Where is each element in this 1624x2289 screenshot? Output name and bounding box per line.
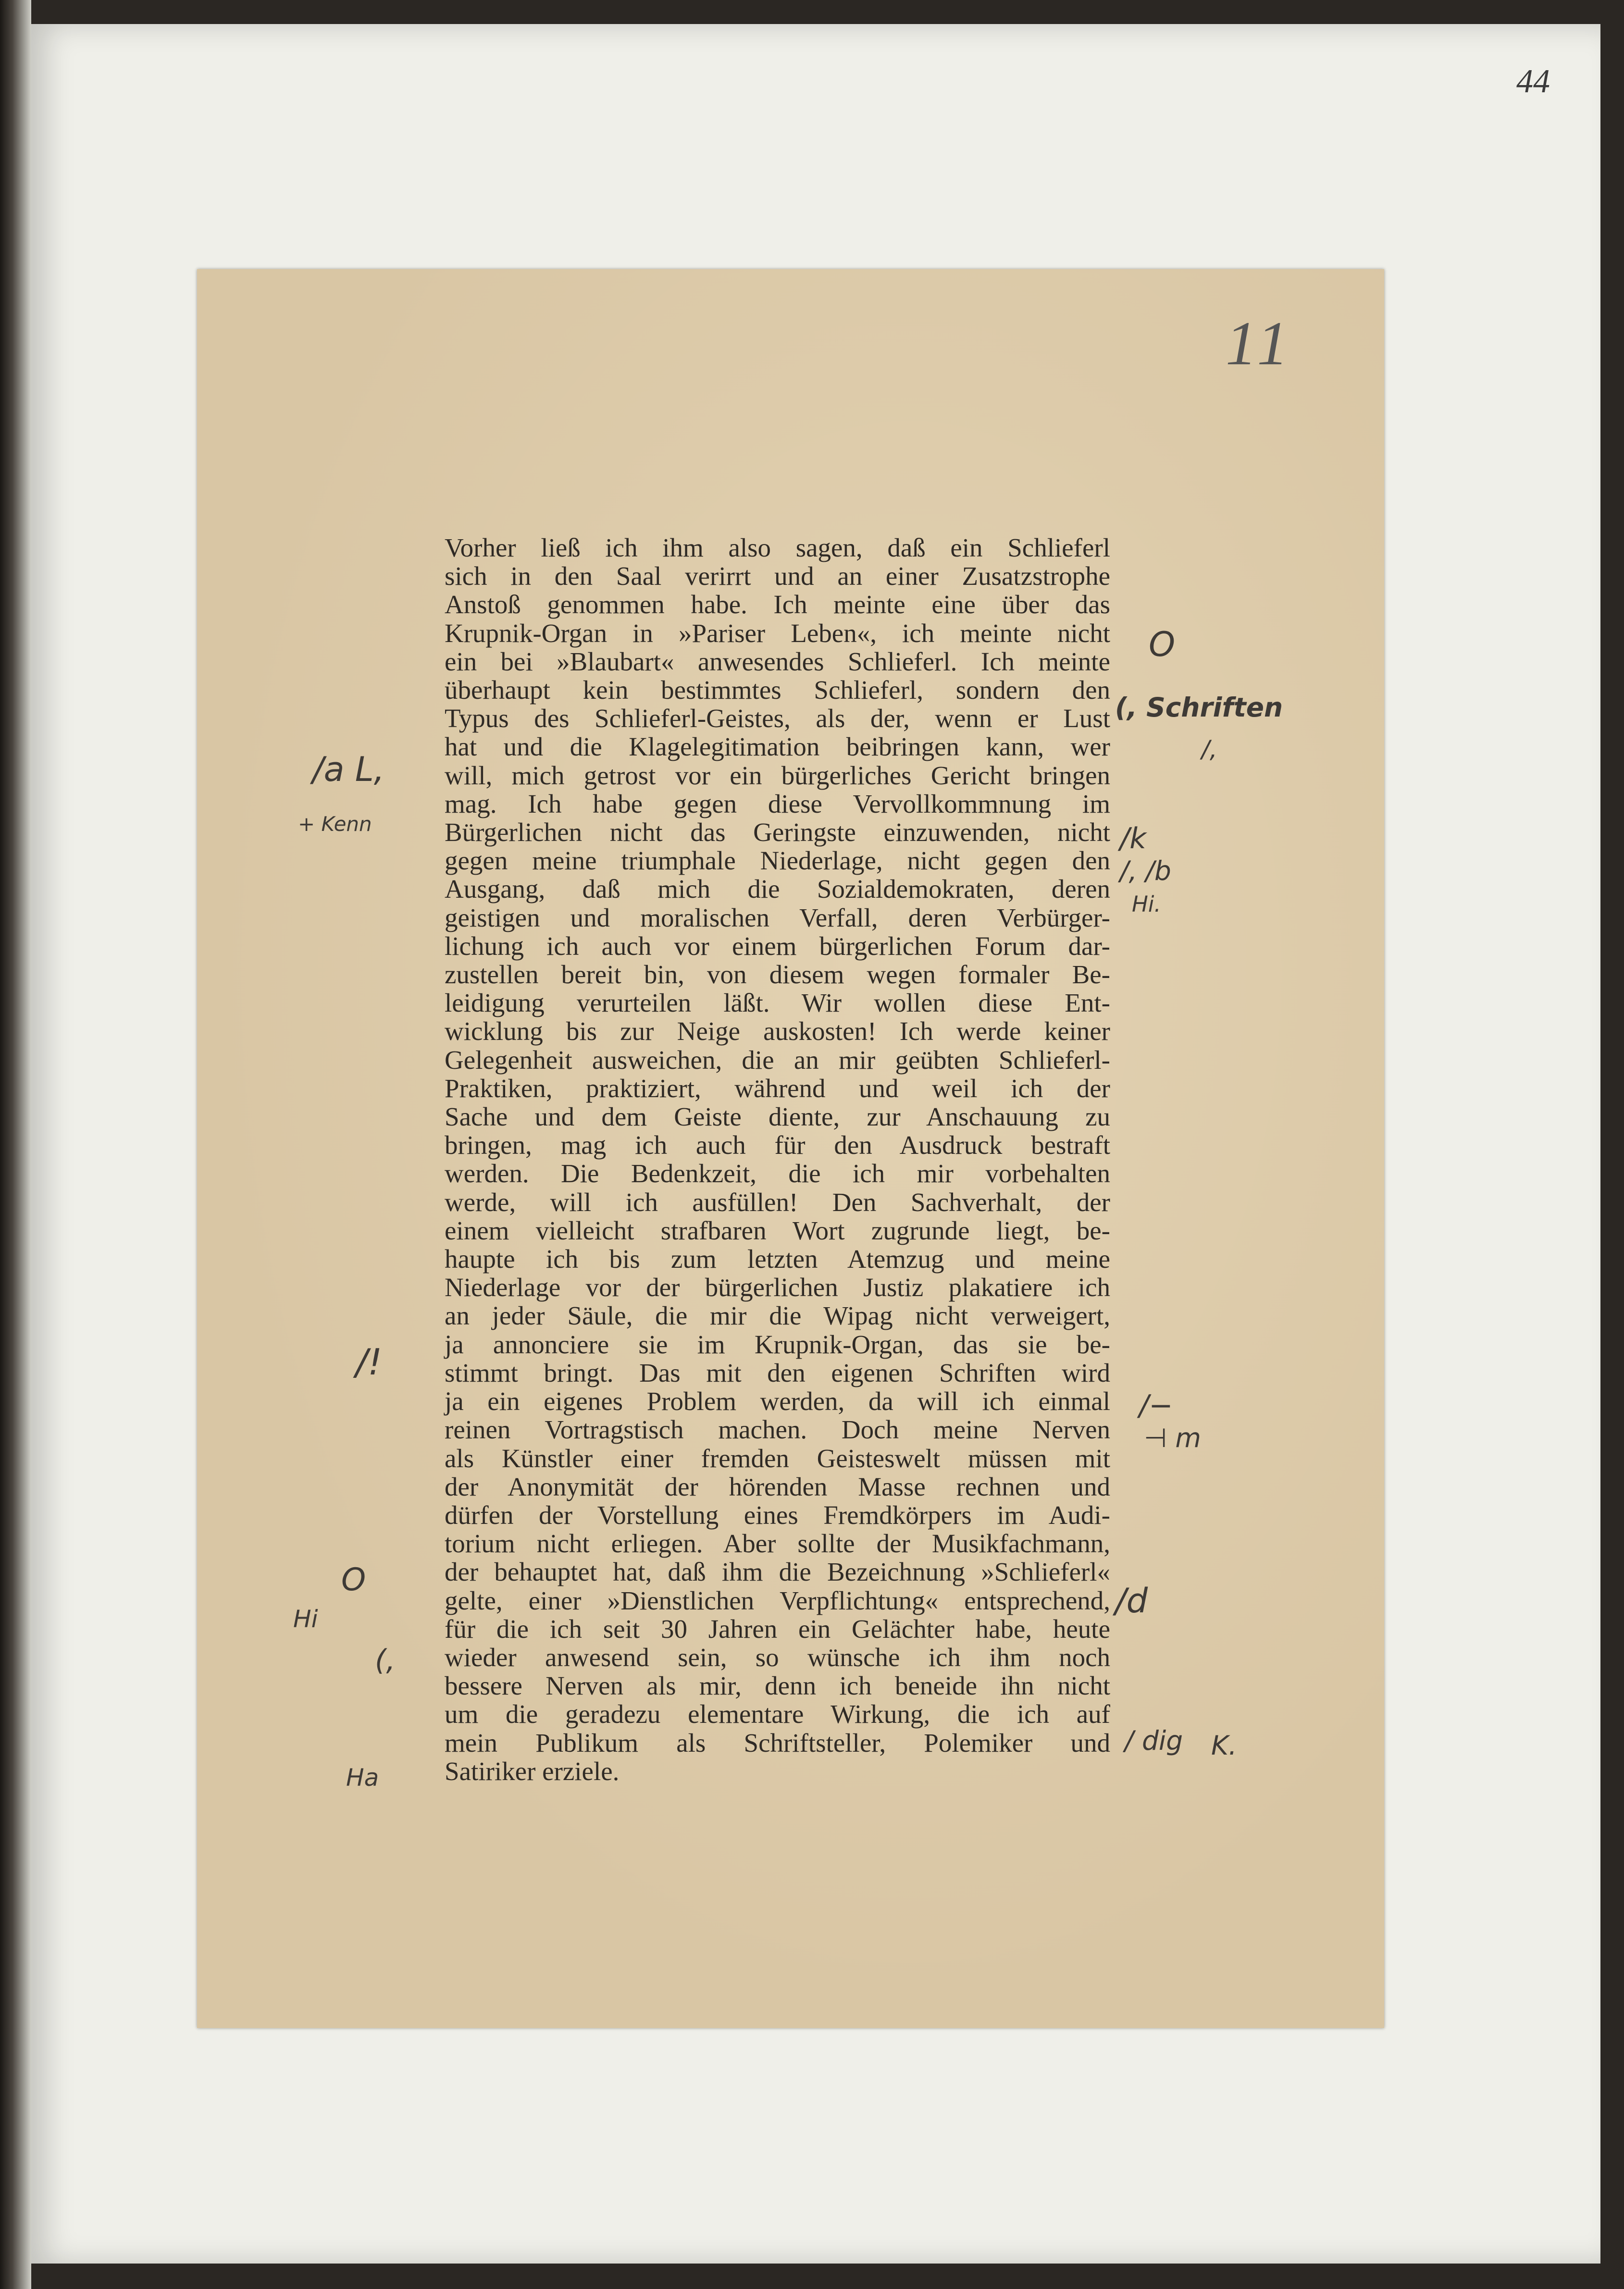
text-line: werden. Die Bedenkzeit, die ich mir vorbehalten xyxy=(445,1159,1110,1188)
text-line: wicklung bis zur Neige auskosten! Ich werde keiner xyxy=(445,1016,1110,1046)
text-line: sich in den Saal verirrt und an einer Zusatzstrophe xyxy=(445,561,1110,591)
text-line: will, mich getrost vor ein bürgerliches Gericht bringen xyxy=(445,760,1110,790)
text-line: wieder anwesend sein, so wünsche ich ihm noch xyxy=(445,1642,1110,1672)
margin-note: K. xyxy=(1211,1730,1237,1761)
text-line: ein bei »Blaubart« anwesendes Schlieferl. Ich meinte xyxy=(445,646,1110,676)
margin-note: (, Schriften xyxy=(1115,692,1283,723)
text-line: gegen meine triumphale Niederlage, nicht gegen den xyxy=(445,846,1110,876)
text-line: torium nicht erliegen. Aber sollte der Musikfachmann, xyxy=(445,1529,1110,1559)
text-line: Vorher ließ ich ihm also sagen, daß ein Schlieferl xyxy=(445,533,1110,562)
text-line: Niederlage vor der bürgerlichen Justiz plakatiere ich xyxy=(445,1273,1110,1302)
text-line: ja annonciere sie im Krupnik-Organ, das sie be- xyxy=(445,1329,1110,1359)
margin-note: /! xyxy=(356,1341,383,1383)
text-line: leidigung verurteilen läßt. Wir wollen diese Ent- xyxy=(445,988,1110,1018)
margin-note: O xyxy=(1149,625,1176,664)
text-line: dürfen der Vorstellung eines Fremdkörpers im Audi- xyxy=(445,1500,1110,1530)
text-line: Ausgang, daß mich die Sozialdemokraten, deren xyxy=(445,874,1110,904)
text-line: Typus des Schlieferl-Geistes, als der, wenn er Lust xyxy=(445,704,1110,733)
text-line: Satiriker erziele. xyxy=(445,1756,620,1786)
margin-note: Hi. xyxy=(1132,891,1161,917)
page-gutter xyxy=(0,0,31,2289)
text-line: hat und die Klagelegitimation beibringen kann, wer xyxy=(445,732,1110,762)
text-line: als Künstler einer fremden Geisteswelt müssen mit xyxy=(445,1443,1110,1473)
margin-note: Ha xyxy=(346,1764,379,1792)
text-line: um die geradezu elementare Wirkung, die ich auf xyxy=(445,1699,1110,1729)
text-line: gelte, einer »Dienstlichen Verpflichtung« entsprechend, xyxy=(445,1585,1110,1615)
text-line: der behauptet hat, daß ihm die Bezeichnung »Schlieferl« xyxy=(445,1557,1110,1587)
text-line: einem vielleicht strafbaren Wort zugrunde liegt, be- xyxy=(445,1215,1110,1245)
margin-note: Hi xyxy=(293,1605,318,1633)
text-line: Krupnik-Organ in »Pariser Leben«, ich meinte nicht xyxy=(445,618,1110,648)
text-line: geistigen und moralischen Verfall, deren Verbürger- xyxy=(445,903,1110,932)
margin-note: /, /b xyxy=(1120,855,1171,886)
text-line: werde, will ich ausfüllen! Den Sachverhalt, der xyxy=(445,1187,1110,1217)
text-line: Sache und dem Geiste diente, zur Anschauung zu xyxy=(445,1102,1110,1132)
margin-note: / dig xyxy=(1125,1725,1183,1756)
margin-note: ⊣ m xyxy=(1144,1423,1201,1453)
text-line: überhaupt kein bestimmtes Schlieferl, sondern den xyxy=(445,675,1110,705)
text-line: bringen, mag ich auch für den Ausdruck bestraft xyxy=(445,1130,1110,1160)
margin-note: /, xyxy=(1202,735,1217,763)
margin-note: /d xyxy=(1115,1581,1148,1621)
body-text xyxy=(445,533,1110,1785)
sheet-number: 11 xyxy=(1226,309,1293,378)
text-line: an jeder Säule, die mir die Wipag nicht verweigert, xyxy=(445,1301,1110,1331)
text-line: für die ich seit 30 Jahren ein Gelächter habe, heute xyxy=(445,1614,1110,1644)
text-line: Anstoß genommen habe. Ich meinte eine über das xyxy=(445,590,1110,619)
text-line: mag. Ich habe gegen diese Vervollkommnung im xyxy=(445,789,1110,818)
margin-note: /a L, xyxy=(312,750,384,789)
margin-note: O xyxy=(341,1562,366,1598)
text-line: Gelegenheit ausweichen, die an mir geübten Schlieferl- xyxy=(445,1045,1110,1075)
margin-note: /k xyxy=(1120,822,1146,855)
page-number: 44 xyxy=(1516,63,1550,100)
margin-note: + Kenn xyxy=(298,812,372,836)
text-line: mein Publikum als Schriftsteller, Polemiker und xyxy=(445,1728,1110,1757)
text-line: Bürgerlichen nicht das Geringste einzuwenden, nicht xyxy=(445,817,1110,847)
text-line: haupte ich bis zum letzten Atemzug und meine xyxy=(445,1244,1110,1274)
text-line: zustellen bereit bin, von diesem wegen formaler Be- xyxy=(445,960,1110,990)
text-line: stimmt bringt. Das mit den eigenen Schriften wird xyxy=(445,1358,1110,1387)
margin-note: (, xyxy=(375,1644,396,1677)
text-line: der Anonymität der hörenden Masse rechnen und xyxy=(445,1472,1110,1501)
margin-note: /− xyxy=(1139,1389,1173,1423)
text-line: bessere Nerven als mir, denn ich beneide ihn nicht xyxy=(445,1671,1110,1701)
text-line: ja ein eigenes Problem werden, da will ich einmal xyxy=(445,1386,1110,1416)
text-line: lichung ich auch vor einem bürgerlichen Forum dar- xyxy=(445,931,1110,961)
text-line: reinen Vortragstisch machen. Doch meine Nerven xyxy=(445,1415,1110,1445)
text-line: Praktiken, praktiziert, während und weil ich der xyxy=(445,1073,1110,1103)
